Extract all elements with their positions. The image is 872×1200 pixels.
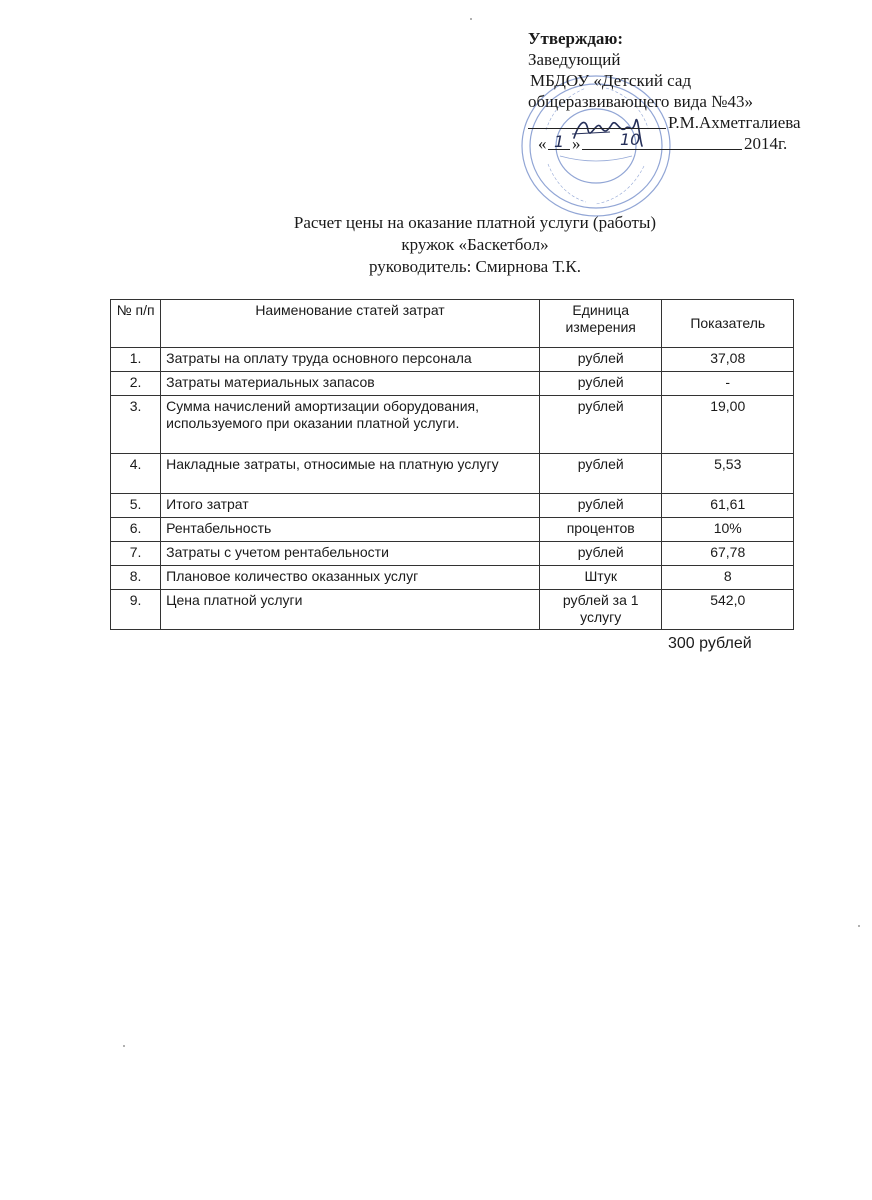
month-underline bbox=[582, 149, 742, 150]
table-row bbox=[111, 494, 794, 518]
price-note: 300 рублей bbox=[668, 635, 752, 652]
approver-name: Р.М.Ахметгалиева bbox=[668, 113, 801, 132]
row-number: 2. bbox=[111, 372, 161, 396]
row-item-name: Сумма начислений амортизации оборудования, используемого при оказании платной услуги. bbox=[161, 396, 540, 454]
scan-speck bbox=[123, 1045, 125, 1047]
row-unit: рублей bbox=[539, 494, 662, 518]
row-number: 8. bbox=[111, 566, 161, 590]
signature-underline bbox=[528, 128, 666, 129]
row-item-name: Цена платной услуги bbox=[161, 590, 540, 630]
row-unit: рублей bbox=[539, 348, 662, 372]
row-value: 542,0 bbox=[662, 590, 794, 630]
approval-position: Заведующий bbox=[528, 50, 621, 69]
table-header-row bbox=[111, 300, 794, 348]
header-unit: Единица измерения bbox=[539, 300, 662, 348]
row-value: 5,53 bbox=[662, 454, 794, 494]
date-close-quote: » bbox=[572, 134, 581, 153]
header-item-name: Наименование статей затрат bbox=[161, 300, 540, 348]
row-item-name: Плановое количество оказанных услуг bbox=[161, 566, 540, 590]
row-item-name: Рентабельность bbox=[161, 518, 540, 542]
row-unit: процентов bbox=[539, 518, 662, 542]
approval-heading: Утверждаю: bbox=[528, 29, 624, 48]
row-number: 4. bbox=[111, 454, 161, 494]
date-open-quote: « bbox=[538, 134, 547, 153]
row-value: 19,00 bbox=[662, 396, 794, 454]
date-year: 2014г. bbox=[744, 134, 788, 153]
date-day: 1 bbox=[554, 132, 565, 151]
approval-block bbox=[528, 28, 858, 155]
row-value: 37,08 bbox=[662, 348, 794, 372]
row-number: 6. bbox=[111, 518, 161, 542]
scan-speck bbox=[470, 18, 472, 20]
row-value: - bbox=[662, 372, 794, 396]
table-row bbox=[111, 566, 794, 590]
row-value: 67,78 bbox=[662, 542, 794, 566]
approval-org-line2: общеразвивающего вида №43» bbox=[528, 92, 753, 111]
table-row bbox=[111, 454, 794, 494]
cost-table bbox=[110, 299, 794, 630]
row-number: 1. bbox=[111, 348, 161, 372]
row-item-name: Затраты на оплату труда основного персонала bbox=[161, 348, 540, 372]
row-number: 9. bbox=[111, 590, 161, 630]
table-row bbox=[111, 372, 794, 396]
scan-speck bbox=[858, 925, 860, 927]
table-row bbox=[111, 518, 794, 542]
row-unit: рублей за 1 услугу bbox=[539, 590, 662, 630]
table-row bbox=[111, 396, 794, 454]
row-value: 61,61 bbox=[662, 494, 794, 518]
table-row bbox=[111, 590, 794, 630]
approval-org-line1: МБДОУ «Детский сад bbox=[530, 71, 692, 90]
row-item-name: Затраты материальных запасов bbox=[161, 372, 540, 396]
approval-date bbox=[528, 130, 858, 155]
table-row bbox=[111, 542, 794, 566]
header-number: № п/п bbox=[111, 300, 161, 348]
row-unit: рублей bbox=[539, 372, 662, 396]
title-line3: руководитель: Смирнова Т.К. bbox=[369, 257, 581, 276]
row-number: 3. bbox=[111, 396, 161, 454]
row-unit: рублей bbox=[539, 542, 662, 566]
document-title bbox=[200, 212, 750, 278]
row-value: 8 bbox=[662, 566, 794, 590]
row-item-name: Итого затрат bbox=[161, 494, 540, 518]
title-line1: Расчет цены на оказание платной услуги (работы) bbox=[293, 213, 657, 232]
date-month: 10 bbox=[620, 130, 641, 149]
header-value: Показатель bbox=[662, 300, 794, 348]
row-value: 10% bbox=[662, 518, 794, 542]
row-unit: рублей bbox=[539, 454, 662, 494]
row-number: 5. bbox=[111, 494, 161, 518]
row-item-name: Накладные затраты, относимые на платную услугу bbox=[161, 454, 540, 494]
signature-line bbox=[528, 112, 858, 133]
row-unit: Штук bbox=[539, 566, 662, 590]
row-item-name: Затраты с учетом рентабельности bbox=[161, 542, 540, 566]
row-number: 7. bbox=[111, 542, 161, 566]
row-unit: рублей bbox=[539, 396, 662, 454]
table-row bbox=[111, 348, 794, 372]
title-line2: кружок «Баскетбол» bbox=[401, 235, 549, 254]
